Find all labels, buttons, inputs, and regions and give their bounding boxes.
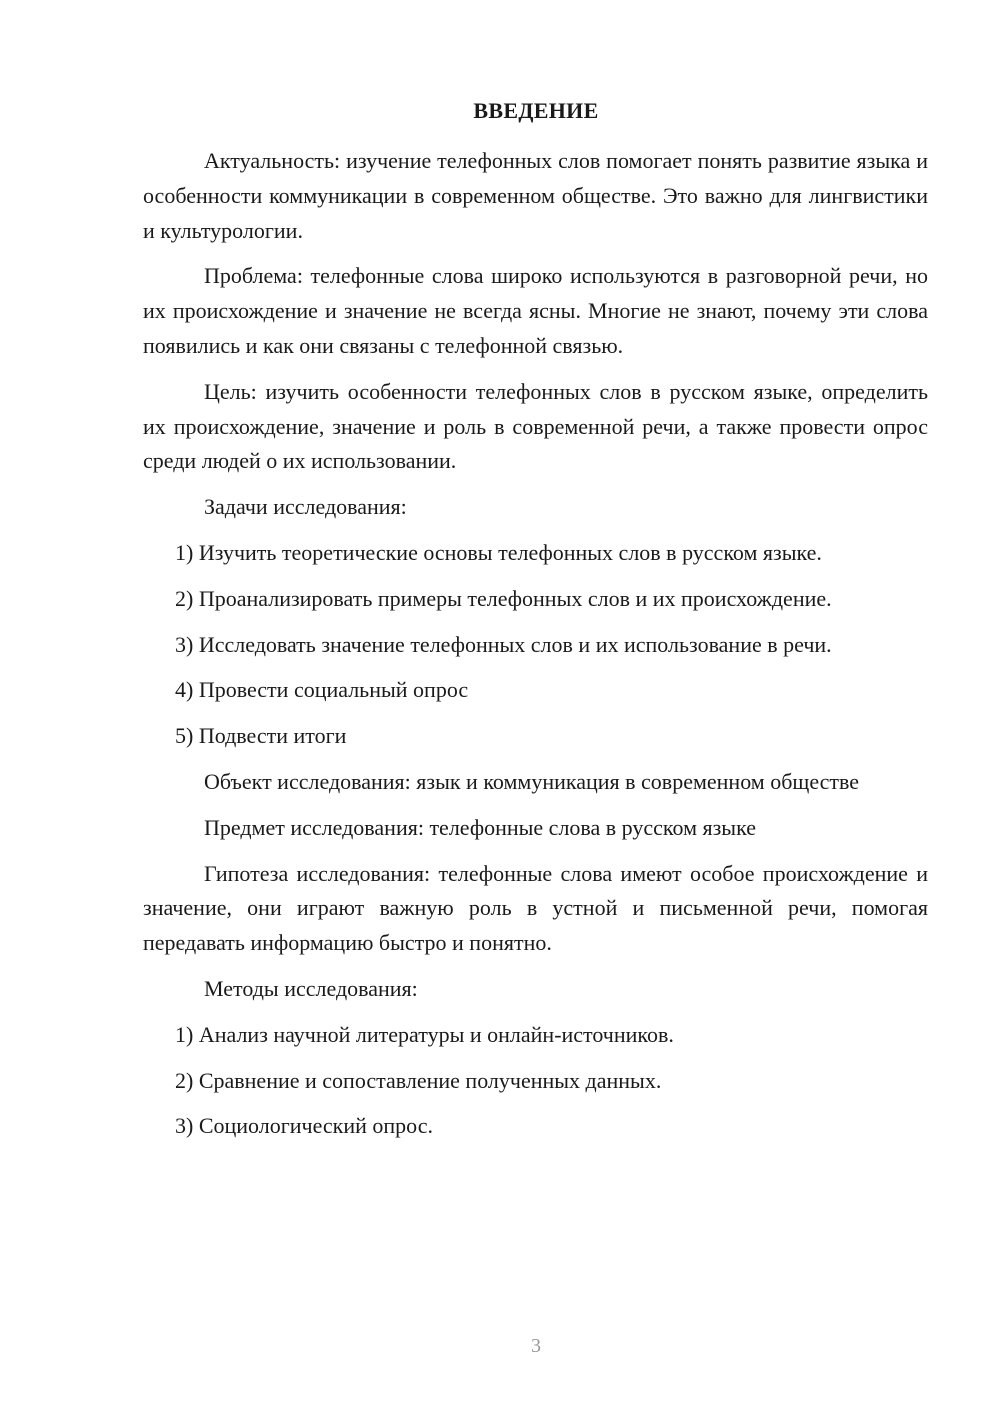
list-item: 1) Анализ научной литературы и онлайн-источников. <box>175 1021 674 1047</box>
list-item: 2) Проанализировать примеры телефонных слов и их происхождение. <box>175 585 832 611</box>
list-item: 1) Изучить теоретические основы телефонных слов в русском языке. <box>175 539 822 565</box>
list-item: 4) Провести социальный опрос <box>175 677 469 703</box>
tasks-list <box>143 536 928 754</box>
paragraph-problem: Проблема: телефонные слова широко используются в разговорной речи, но их происхождение и значение не всегда ясны. Многие не знают, почему эти слова появились и как они связаны с телефонной связью. <box>143 263 928 358</box>
section-heading: ВВЕДЕНИЕ <box>473 98 599 123</box>
paragraph-subject: Предмет исследования: телефонные слова в русском языке <box>204 814 756 840</box>
list-item: 5) Подвести итоги <box>175 723 347 749</box>
list-item: 2) Сравнение и сопоставление полученных данных. <box>175 1067 662 1093</box>
paragraph-goal: Цель: изучить особенности телефонных слов в русском языке, определить их происхождение, значение и роль в современной речи, а также провести опрос среди людей о их использовании. <box>143 378 928 474</box>
methods-list <box>143 1018 928 1144</box>
paragraph-hypothesis: Гипотеза исследования: телефонные слова имеют особое происхождение и значение, они играют важную роль в устной и письменной речи, помогая передавать информацию быстро и понятно. <box>143 860 928 956</box>
page-number: 3 <box>531 1335 541 1357</box>
paragraph-methods-intro: Методы исследования: <box>204 975 418 1001</box>
paragraph-relevance: Актуальность: изучение телефонных слов помогает понять развитие языка и особенности коммуникации в современном обществе. Это важно для лингвистики и культурологии. <box>143 148 928 243</box>
list-item: 3) Социологический опрос. <box>175 1113 433 1139</box>
list-item: 3) Исследовать значение телефонных слов и их использование в речи. <box>175 631 832 657</box>
body-text <box>143 144 928 1155</box>
paragraph-tasks-intro: Задачи исследования: <box>204 494 407 520</box>
paragraph-object: Объект исследования: язык и коммуникация в современном обществе <box>204 768 860 794</box>
